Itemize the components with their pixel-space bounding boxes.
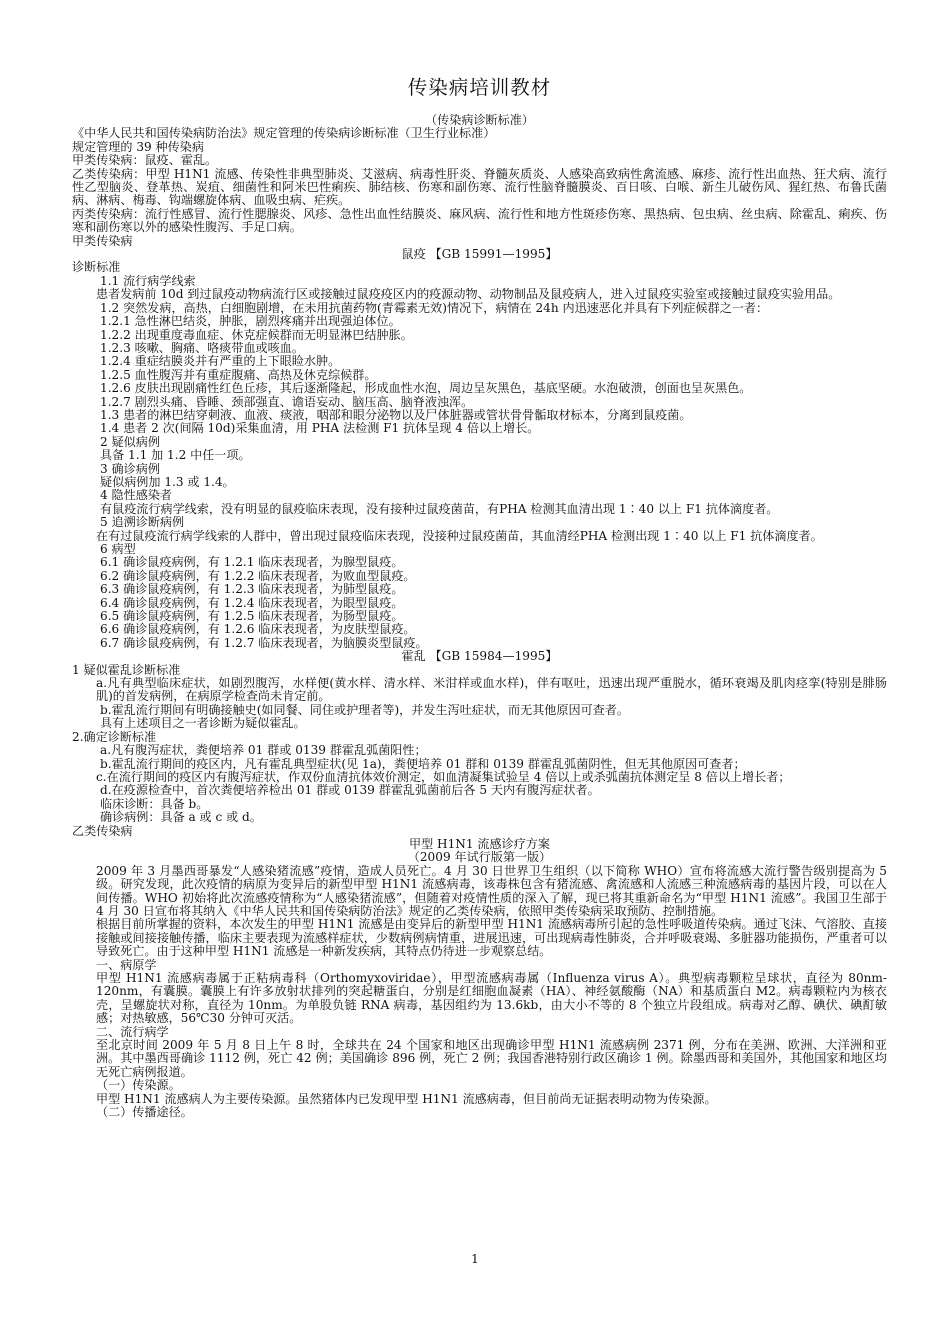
text-line: 6.6 确诊鼠疫病例，有 1.2.6 临床表现者，为皮肤型鼠疫。 xyxy=(100,622,416,637)
text-line: 具备 1.1 加 1.2 中任一项。 xyxy=(100,448,251,463)
document-page xyxy=(72,72,887,1119)
text-line: 至北京时间 2009 年 5 月 8 日上午 8 时，全球共在 24 个国家和地区出现确诊甲型 H1N1 流感病例 2371 例，分布在美洲、欧洲、大洋洲和亚洲。其中墨西哥确诊 1112 例，死亡 42 例；美国确诊 896 例，死亡 2 例；我国香港特别行政区确诊 1 例。除墨西哥和美国外，其他国家和地区均无死亡病例报道。 xyxy=(96,1038,887,1079)
text-line: 2 疑似病例 xyxy=(100,434,160,449)
document-body xyxy=(72,114,887,1119)
text-line: 6.7 确诊鼠疫病例，有 1.2.7 临床表现者，为脑膜炎型鼠疫。 xyxy=(100,635,428,650)
text-line: 二、流行病学 xyxy=(96,1024,169,1039)
text-line: 霍乱 【GB 15984—1995】 xyxy=(401,649,558,664)
text-line: 1.2.3 咳嗽、胸痛、咯痰带血或咳血。 xyxy=(100,340,304,355)
text-line: 一、病原学 xyxy=(96,957,157,972)
text-line: 根据目前所掌握的资料，本次发生的甲型 H1N1 流感是由变异后的新型甲型 H1N1 流感病毒所引起的急性呼吸道传染病。通过飞沫、气溶胶、直接接触或间接接触传播，临床主要表现为流感样症状，少数病例病情重，进展迅速，可出现病毒性肺炎，合并呼吸衰竭、多脏器功能损伤，严重者可以导致死亡。由于这种甲型 H1N1 流感是一种新发疾病，其特点仍待进一步观察总结。 xyxy=(96,917,887,959)
text-line: 4 隐性感染者 xyxy=(100,488,173,503)
document-title: 传染病培训教材 xyxy=(407,76,552,99)
text-line: 《中华人民共和国传染病防治法》规定管理的传染病诊断标准（卫生行业标准） xyxy=(72,126,496,141)
text-line: 1.2.1 急性淋巴结炎，肿胀，剧烈疼痛并出现强迫体位。 xyxy=(100,314,401,329)
text-line: 1 疑似霍乱诊断标准 xyxy=(72,662,181,677)
text-line: a.凡有腹泻症状，粪便培养 01 群或 0139 群霍乱弧菌阳性； xyxy=(100,743,427,758)
text-line: 1.2.5 血性腹泻并有重症腹痛、高热及休克综候群。 xyxy=(100,367,377,382)
text-line: 在有过鼠疫流行病学线索的人群中，曾出现过鼠疫临床表现，没接种过鼠疫菌苗，其血清经PHA 检测出现 1∶40 以上 F1 抗体滴度者。 xyxy=(96,528,823,543)
text-line: 1.1 流行病学线索 xyxy=(100,273,196,288)
text-line: 乙类传染病：甲型 H1N1 流感、传染性非典型肺炎、艾滋病、病毒性肝炎、脊髓灰质炎、人感染高致病性禽流感、麻疹、流行性出血热、狂犬病、流行性乙型脑炎、登革热、炭疽、细菌性和阿米巴性痢疾、肺结核、伤寒和副伤寒、流行性脑脊髓膜炎、百日咳、白喉、新生儿破伤风、猩红热、布鲁氏菌病、淋病、梅毒、钩端螺旋体病、血吸虫病、疟疾。 xyxy=(72,166,887,208)
text-line: 6.5 确诊鼠疫病例，有 1.2.5 临床表现者，为肠型鼠疫。 xyxy=(100,609,404,624)
text-line: 甲类传染病 xyxy=(72,233,133,248)
text-line: 1.2.7 剧烈头痛、昏睡、颈部强直、谵语妄动、脑压高、脑脊液浊浑。 xyxy=(100,394,474,409)
text-line: 2009 年 3 月墨西哥暴发“人感染猪流感”疫情，造成人员死亡。4 月 30 日世界卫生组织（以下简称 WHO）宣布将流感大流行警告级别提高为 5 级。研究发现，此次疫情的病原为变异后的新型甲型 H1N1 流感病毒，该毒株包含有猪流感、禽流感和人流感三种流感病毒的基因片段，可以在人间传播。WHO 初始将此次流感疫情称为“人感染猪流感”，但随着对疫情性质的深入了解，现已将其重新命名为“甲型 H1N1 流感”。我国卫生部于 4 月 30 日宣布将其纳入《中华人民共和国传染病防治法》规定的乙类传染病，依照甲类传染病采取预防、控制措施。 xyxy=(96,863,887,918)
text-line: b.霍乱流行期间有明确接触史(如同餐、同住或护理者等)，并发生泻吐症状，而无其他原因可查者。 xyxy=(100,702,629,717)
text-line: 1.4 患者 2 次(间隔 10d)采集血清，用 PHA 法检测 F1 抗体呈现 4 倍以上增长。 xyxy=(100,421,540,436)
text-line: 确诊病例：具备 a 或 c 或 d。 xyxy=(100,810,262,825)
text-line: （传染病诊断标准） xyxy=(425,113,534,127)
text-line: 甲型 H1N1 流感病毒属于正粘病毒科（Orthomyxoviridae），甲型流感病毒属（Influenza virus A）。典型病毒颗粒呈球状，直径为 80nm-120nm，有囊膜。囊膜上有许多放射状排列的突起糖蛋白，分别是红细胞血凝素（HA）、神经氨酸酶（NA）和基质蛋白 M2。病毒颗粒内为核衣壳，呈螺旋状对称，直径为 10nm。为单股负链 RNA 病毒，基因组约为 13.6kb，由大小不等的 8 个独立片段组成。病毒对乙醇、碘伏、碘酊敏感；对热敏感，56℃30 分钟可灭活。 xyxy=(96,971,887,1026)
text-line: 5 追溯诊断病例 xyxy=(100,515,185,530)
text-line: 有鼠疫流行病学线索，没有明显的鼠疫临床表现，没有接种过鼠疫菌苗，有PHA 检测其血清出现 1∶40 以上 F1 抗体滴度者。 xyxy=(100,501,779,516)
page-number: 1 xyxy=(471,1252,479,1266)
text-line: 2.确定诊断标准 xyxy=(72,729,157,744)
text-line: 甲型 H1N1 流感诊疗方案 xyxy=(409,836,550,851)
text-line: c.在流行期间的疫区内有腹泻症状，作双份血清抗体效价测定，如血清凝集试验呈 4 倍以上或杀弧菌抗体测定呈 8 倍以上增长者； xyxy=(96,769,791,784)
text-line: 诊断标准 xyxy=(72,260,121,275)
text-line: 1.2.6 皮肤出现剧痛性红色丘疹，其后逐渐隆起，形成血性水泡，周边呈灰黑色，基底坚硬。水泡破溃，创面也呈灰黑色。 xyxy=(100,381,752,396)
text-line: 6 病型 xyxy=(100,542,136,556)
text-line: 6.3 确诊鼠疫病例，有 1.2.3 临床表现者，为肺型鼠疫。 xyxy=(100,582,404,597)
text-line: 疑似病例加 1.3 或 1.4。 xyxy=(100,474,235,489)
text-line: （二）传播途径。 xyxy=(96,1105,193,1120)
text-line: 鼠疫 【GB 15991—1995】 xyxy=(401,247,558,262)
text-line: 3 确诊病例 xyxy=(100,461,160,476)
text-line: a.凡有典型临床症状，如剧烈腹泻，水样便(黄水样、清水样、米泔样或血水样)，伴有呕吐，迅速出现严重脱水，循环衰竭及肌肉痉挛(特别是腓肠肌)的首发病例，在病原学检查尚未肯定前。 xyxy=(96,676,887,704)
text-line: 1.3 患者的淋巴结穿刺液、血液、痰液，咽部和眼分泌物以及尸体脏器或管状骨骨骺取材标本，分离到鼠疫菌。 xyxy=(100,407,692,422)
text-line: （一）传染源。 xyxy=(96,1078,181,1093)
text-line: d.在疫源检查中，首次粪便培养检出 01 群或 0139 群霍乱弧菌前后各 5 天内有腹泻症状者。 xyxy=(100,783,600,798)
text-line: （2009 年试行版第一版） xyxy=(407,850,552,865)
text-line: 甲类传染病：鼠疫、霍乱。 xyxy=(72,153,218,168)
text-line: 1.2.4 重症结膜炎并有严重的上下眼睑水肿。 xyxy=(100,354,341,369)
text-line: 1.2 突然发病，高热，白细胞剧增，在未用抗菌药物(青霉素无效)情况下，病情在 24h 内迅速恶化并具有下列症候群之一者： xyxy=(100,300,769,315)
text-line: 丙类传染病：流行性感冒、流行性腮腺炎、风疹、急性出血性结膜炎、麻风病、流行性和地方性斑疹伤寒、黑热病、包虫病、丝虫病、除霍乱、痢疾、伤寒和副伤寒以外的感染性腹泻、手足口病。 xyxy=(72,206,887,235)
text-line: 6.1 确诊鼠疫病例，有 1.2.1 临床表现者，为腺型鼠疫。 xyxy=(100,555,404,570)
text-line: 临床诊断：具备 b。 xyxy=(100,796,209,811)
text-line: 6.2 确诊鼠疫病例，有 1.2.2 临床表现者，为败血型鼠疫。 xyxy=(100,568,416,583)
text-line: 6.4 确诊鼠疫病例，有 1.2.4 临床表现者，为眼型鼠疫。 xyxy=(100,595,404,610)
text-line: b.霍乱流行期间的疫区内，凡有霍乱典型症状(见 1a)，粪便培养 01 群和 0139 群霍乱弧菌阴性，但无其他原因可查者； xyxy=(100,756,746,771)
text-line: 甲型 H1N1 流感病人为主要传染源。虽然猪体内已发现甲型 H1N1 流感病毒，但目前尚无证据表明动物为传染源。 xyxy=(96,1091,717,1106)
text-line: 乙类传染病 xyxy=(72,823,133,838)
text-line: 规定管理的 39 种传染病 xyxy=(72,139,204,154)
text-line: 1.2.2 出现重度毒血症、休克症候群而无明显淋巴结肿胀。 xyxy=(100,327,413,342)
text-line: 具有上述项目之一者诊断为疑似霍乱。 xyxy=(100,716,306,731)
text-line: 患者发病前 10d 到过鼠疫动物病流行区或接触过鼠疫疫区内的疫源动物、动物制品及鼠疫病人，进入过鼠疫实验室或接触过鼠疫实验用品。 xyxy=(96,287,841,302)
